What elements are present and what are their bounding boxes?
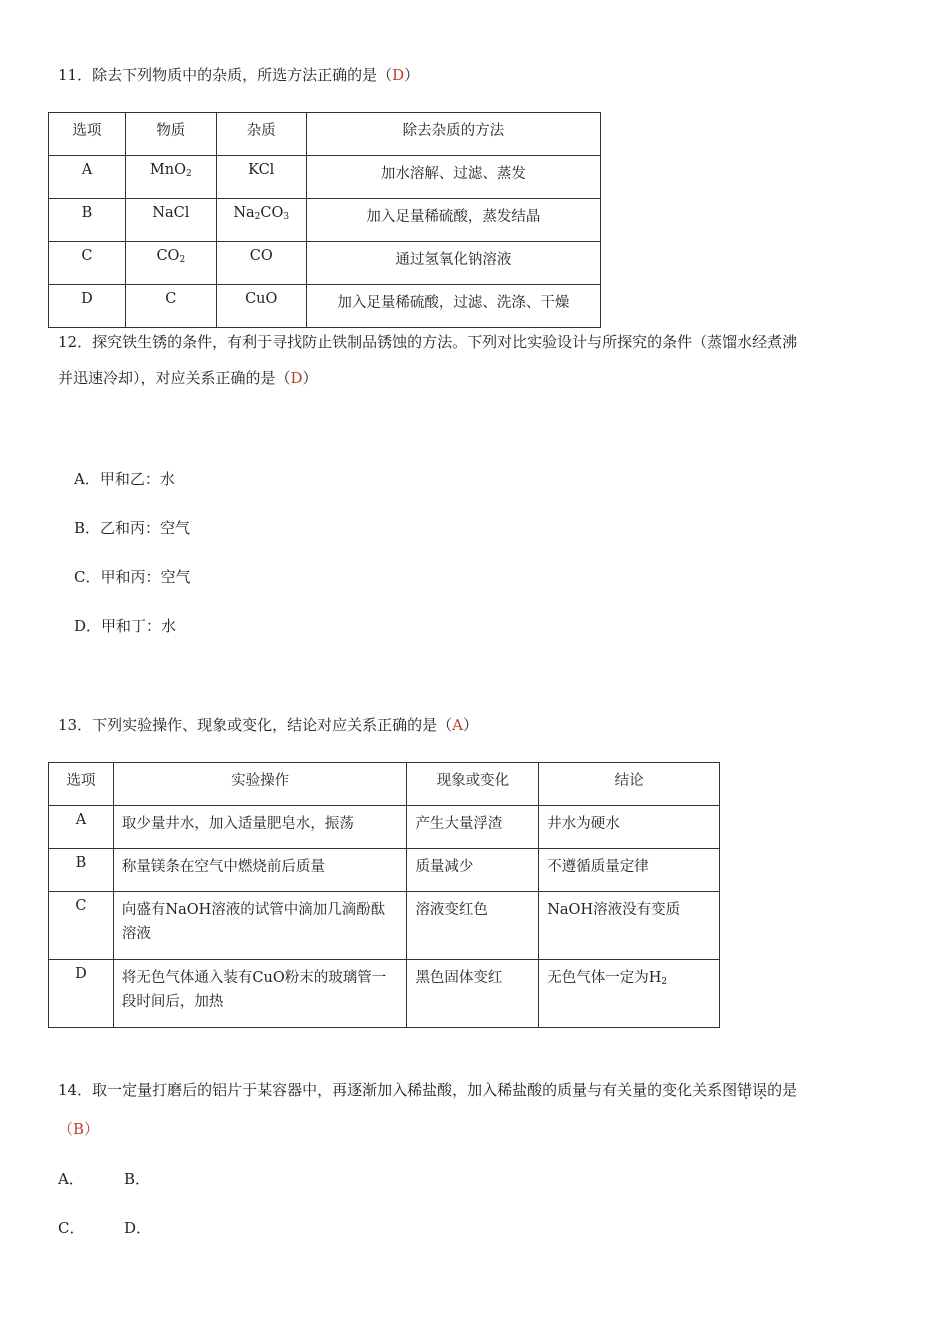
option-cell: A bbox=[49, 156, 126, 199]
q12-option-a: A．甲和乙：水 bbox=[74, 470, 175, 488]
phenomenon-cell: 黑色固体变红 bbox=[407, 960, 539, 1028]
method-cell: 通过氢氧化钠溶液 bbox=[306, 242, 600, 285]
q12-option-d: D．甲和丁：水 bbox=[74, 617, 177, 635]
option-cell: D bbox=[49, 285, 126, 328]
impurity-cell: CuO bbox=[216, 285, 306, 328]
q13-header-cell: 选项 bbox=[49, 763, 114, 806]
substance-cell: MnO$_2$ bbox=[125, 156, 216, 199]
operation-cell: 取少量井水，加入适量肥皂水，振荡 bbox=[113, 806, 407, 849]
phenomenon-cell: 质量减少 bbox=[407, 849, 539, 892]
conclusion-cell: NaOH溶液没有变质 bbox=[539, 892, 720, 960]
q13-header-cell: 实验操作 bbox=[113, 763, 407, 806]
substance-cell: $CO_2$ bbox=[125, 242, 216, 285]
impurity-cell: $Na_2CO_3$ bbox=[216, 199, 306, 242]
emphasis-mark: 错 bbox=[737, 1081, 753, 1099]
q14-option-a: A． bbox=[58, 1170, 84, 1188]
operation-cell: 将无色气体通入装有CuO粉末的玻璃管一段时间后，加热 bbox=[113, 960, 407, 1028]
option-cell: C bbox=[49, 892, 114, 960]
q13-header-cell: 现象或变化 bbox=[407, 763, 539, 806]
phenomenon-cell: 产生大量浮渣 bbox=[407, 806, 539, 849]
q11-header-cell: 除去杂质的方法 bbox=[306, 113, 600, 156]
q12-stem-line1: 12．探究铁生锈的条件，有利于寻找防止铁制品锈蚀的方法。下列对比实验设计与所探究的条件（蒸馏水经煮沸 bbox=[58, 333, 798, 351]
q13-stem: 13．下列实验操作、现象或变化，结论对应关系正确的是（A） bbox=[58, 716, 478, 734]
q13-header-cell: 结论 bbox=[539, 763, 720, 806]
q14-answer-line: （B） bbox=[58, 1120, 100, 1138]
q13-header-row bbox=[49, 763, 720, 806]
q11-header-cell: 杂质 bbox=[216, 113, 306, 156]
table-row bbox=[49, 960, 720, 1028]
table-row bbox=[49, 892, 720, 960]
table-row bbox=[49, 806, 720, 849]
q14-option-b: B． bbox=[124, 1170, 151, 1188]
option-cell: A bbox=[49, 806, 114, 849]
table-row bbox=[49, 849, 720, 892]
operation-cell: 称量镁条在空气中燃烧前后质量 bbox=[113, 849, 407, 892]
option-cell: C bbox=[49, 242, 126, 285]
q13-answer: A bbox=[452, 716, 463, 734]
q11-header-cell: 选项 bbox=[49, 113, 126, 156]
table-row bbox=[49, 285, 601, 328]
table-row bbox=[49, 156, 601, 199]
q12-option-b: B．乙和丙：空气 bbox=[74, 519, 191, 537]
conclusion-cell: 不遵循质量定律 bbox=[539, 849, 720, 892]
method-cell: 加入足量稀硫酸，过滤、洗涤、干燥 bbox=[306, 285, 600, 328]
impurity-cell: CO bbox=[216, 242, 306, 285]
option-cell: D bbox=[49, 960, 114, 1028]
q11-stem: 11．除去下列物质中的杂质，所选方法正确的是（D） bbox=[58, 66, 420, 84]
q13-table bbox=[48, 762, 720, 1028]
conclusion-cell: 无色气体一定为$H_2$ bbox=[539, 960, 720, 1028]
substance-cell: C bbox=[125, 285, 216, 328]
q12-option-c: C．甲和丙：空气 bbox=[74, 568, 191, 586]
q11-answer: D bbox=[392, 66, 405, 84]
phenomenon-cell: 溶液变红色 bbox=[407, 892, 539, 960]
table-row bbox=[49, 242, 601, 285]
option-cell: B bbox=[49, 199, 126, 242]
q14-stem: 14．取一定量打磨后的铝片于某容器中，再逐渐加入稀盐酸，加入稀盐酸的质量与有关量的变化关系图错误的是 bbox=[58, 1081, 798, 1099]
method-cell: 加入足量稀硫酸，蒸发结晶 bbox=[306, 199, 600, 242]
q11-header-row bbox=[49, 113, 601, 156]
q12-answer: D bbox=[290, 369, 303, 387]
q11-header-cell: 物质 bbox=[125, 113, 216, 156]
q14-option-c: C． bbox=[58, 1219, 85, 1237]
conclusion-cell: 井水为硬水 bbox=[539, 806, 720, 849]
q11-table bbox=[48, 112, 601, 328]
emphasis-mark: 误 bbox=[752, 1081, 768, 1099]
table-row bbox=[49, 199, 601, 242]
q14-answer: B bbox=[73, 1120, 85, 1138]
q14-option-d: D． bbox=[124, 1219, 152, 1237]
q12-stem-line2: 并迅速冷却），对应关系正确的是（D） bbox=[58, 369, 318, 387]
impurity-cell: KCl bbox=[216, 156, 306, 199]
option-cell: B bbox=[49, 849, 114, 892]
method-cell: 加水溶解、过滤、蒸发 bbox=[306, 156, 600, 199]
substance-cell: NaCl bbox=[125, 199, 216, 242]
operation-cell: 向盛有NaOH溶液的试管中滴加几滴酚酞溶液 bbox=[113, 892, 407, 960]
